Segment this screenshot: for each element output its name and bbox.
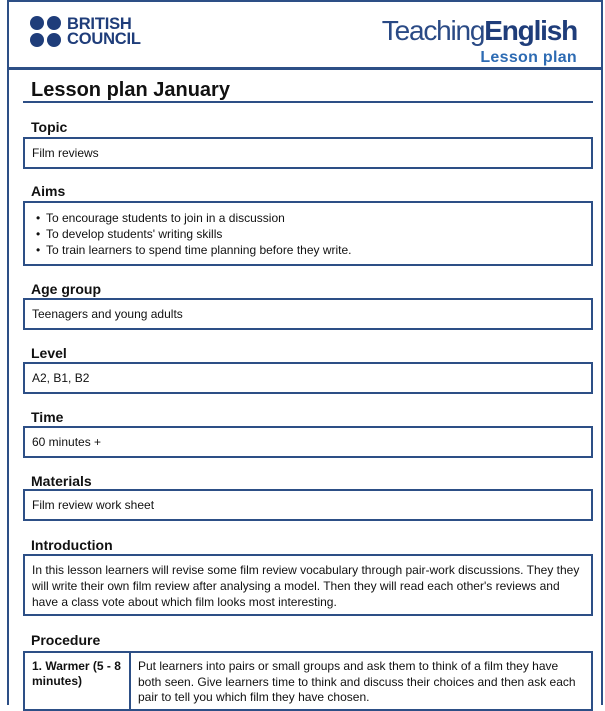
level-box — [23, 362, 593, 394]
introduction-box — [23, 554, 593, 616]
procedure-label: Procedure — [31, 632, 101, 648]
time-box — [23, 426, 593, 458]
page-title: Lesson plan January — [31, 79, 230, 101]
teaching-english-logo — [382, 16, 577, 67]
procedure-table — [23, 651, 593, 711]
british-council-line-2: COUNCIL — [67, 30, 141, 48]
title-box — [23, 76, 593, 103]
level-label: Level — [31, 345, 67, 361]
british-council-line-1: BRITISH — [67, 15, 132, 33]
materials-box — [23, 489, 593, 521]
aims-item: • To develop students' writing skills — [32, 226, 584, 242]
aims-box — [23, 201, 593, 266]
time-label: Time — [31, 409, 64, 425]
time-value: 60 minutes + — [32, 435, 102, 449]
introduction-label: Introduction — [31, 537, 113, 553]
teaching-word: Teaching — [381, 15, 485, 46]
age-group-value: Teenagers and young adults — [32, 307, 183, 321]
page-header — [0, 0, 605, 68]
topic-label: Topic — [31, 119, 68, 135]
introduction-value: In this lesson learners will revise some film review vocabulary through pair-work discussions. They they will write their own film review after analysing a model. Then they will read each other's reviews and have a class vote about which film looks most interesting. — [32, 563, 580, 609]
header-subtitle: Lesson plan — [480, 49, 577, 66]
materials-label: Materials — [31, 473, 92, 489]
aims-item: • To encourage students to join in a discussion — [32, 210, 584, 226]
topic-value: Film reviews — [32, 146, 99, 160]
level-value: A2, B1, B2 — [32, 371, 90, 385]
aims-item: • To train learners to spend time planning before they write. — [32, 242, 584, 258]
english-word: English — [484, 15, 577, 46]
british-council-logo — [30, 16, 141, 48]
aims-label: Aims — [31, 183, 66, 199]
materials-value: Film review work sheet — [32, 498, 155, 512]
british-council-dots-icon — [30, 16, 62, 48]
procedure-step-title: 1. Warmer (5 - 8 minutes) — [25, 653, 131, 709]
aims-list — [32, 210, 584, 258]
header-divider — [9, 67, 602, 70]
procedure-step-text: Put learners into pairs or small groups and ask them to think of a film they have both seen. Give learners time to think and discuss their choices and then ask each pair to tell you which film they have chosen. — [138, 659, 576, 704]
age-group-label: Age group — [31, 281, 101, 297]
topic-box — [23, 137, 593, 169]
age-group-box — [23, 298, 593, 330]
